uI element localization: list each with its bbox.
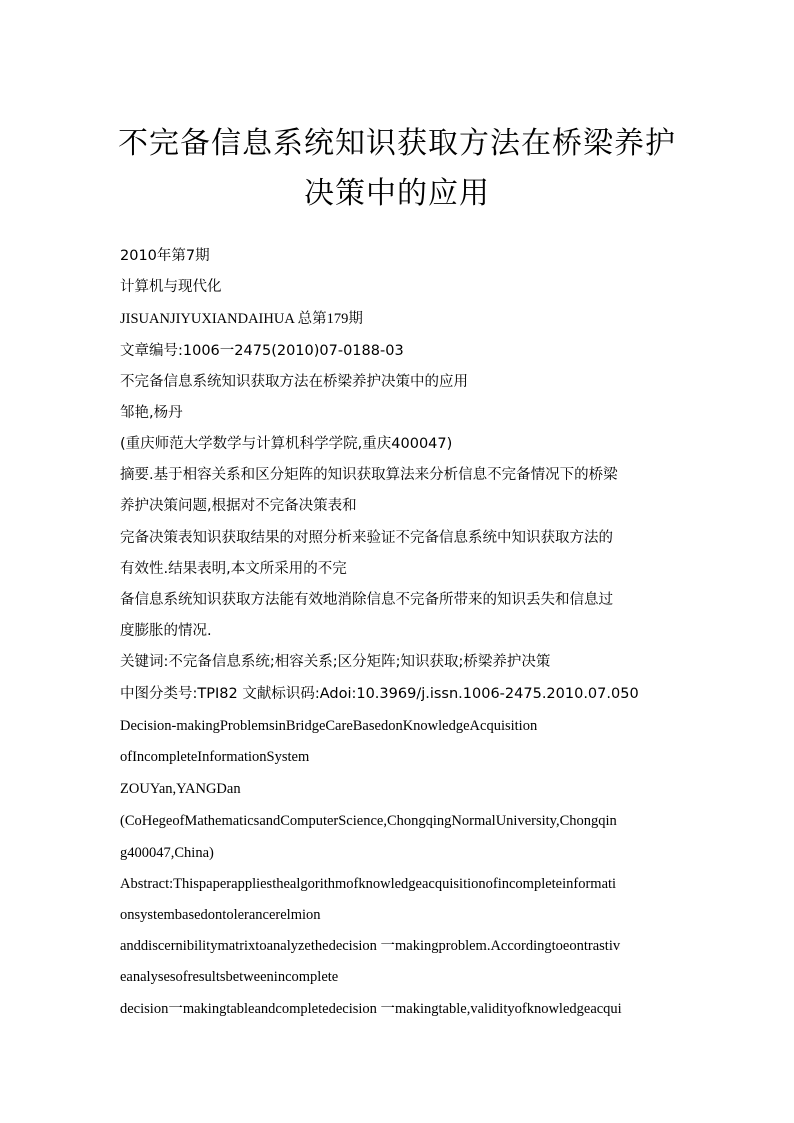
- classification: 中图分类号:TPI82 文献标识码:Adoi:10.3969/j.issn.1006-2475.2010.07.050: [120, 686, 639, 702]
- english-title-line: Decision-makingProblemsinBridgeCareBasedonKnowledgeAcquisition: [120, 718, 538, 734]
- english-abstract-line: decision一makingtableandcompletedecision 一makingtable,validityofknowledgeacqui: [120, 1001, 622, 1017]
- abstract-line: 完备决策表知识获取结果的对照分析来验证不完备信息系统中知识获取方法的: [120, 530, 613, 546]
- english-title-line: ofIncompleteInformationSystem: [120, 749, 310, 765]
- english-affiliation-line: g400047,China): [120, 845, 214, 861]
- journal-pinyin: JISUANJIYUXIANDAIHUA 总第179期: [120, 311, 363, 327]
- document-title-line-1: 不完备信息系统知识获取方法在桥梁养护: [118, 126, 676, 161]
- english-affiliation-line: (CoHegeofMathematicsandComputerScience,ChongqingNormalUniversity,Chongqin: [120, 813, 617, 829]
- keywords: 关键词:不完备信息系统;相容关系;区分矩阵;知识获取;桥梁养护决策: [120, 654, 551, 670]
- abstract-line: 备信息系统知识获取方法能有效地消除信息不完备所带来的知识丢失和信息过: [120, 592, 613, 608]
- english-authors: ZOUYan,YANGDan: [120, 781, 241, 797]
- abstract-line: 养护决策问题,根据对不完备决策表和: [120, 498, 357, 514]
- issue-line: 2010年第7期: [120, 248, 210, 264]
- article-number: 文章编号:1006一2475(2010)07-0188-03: [120, 343, 404, 359]
- english-abstract-line: eanalysesofresultsbetweenincomplete: [120, 969, 339, 985]
- article-title: 不完备信息系统知识获取方法在桥梁养护决策中的应用: [120, 374, 468, 390]
- document-title-line-2: 决策中的应用: [304, 176, 490, 211]
- english-abstract-line: onsystembasedontolerancerelmion: [120, 907, 321, 923]
- english-abstract-line: anddiscernibilitymatrixtoanalyzethedecision 一makingproblem.Accordingtoeontrastiv: [120, 938, 621, 954]
- abstract-line: 摘要.基于相容关系和区分矩阵的知识获取算法来分析信息不完备情况下的桥梁: [120, 467, 618, 483]
- english-abstract-line: Abstract:Thispaperappliesthealgorithmofknowledgeacquisitionofincompleteinformati: [120, 876, 617, 892]
- abstract-line: 有效性.结果表明,本文所采用的不完: [120, 561, 347, 577]
- authors: 邹艳,杨丹: [120, 405, 183, 421]
- affiliation: (重庆师范大学数学与计算机科学学院,重庆400047): [120, 436, 453, 452]
- abstract-line: 度膨胀的情况.: [120, 623, 212, 639]
- journal-name: 计算机与现代化: [120, 279, 222, 295]
